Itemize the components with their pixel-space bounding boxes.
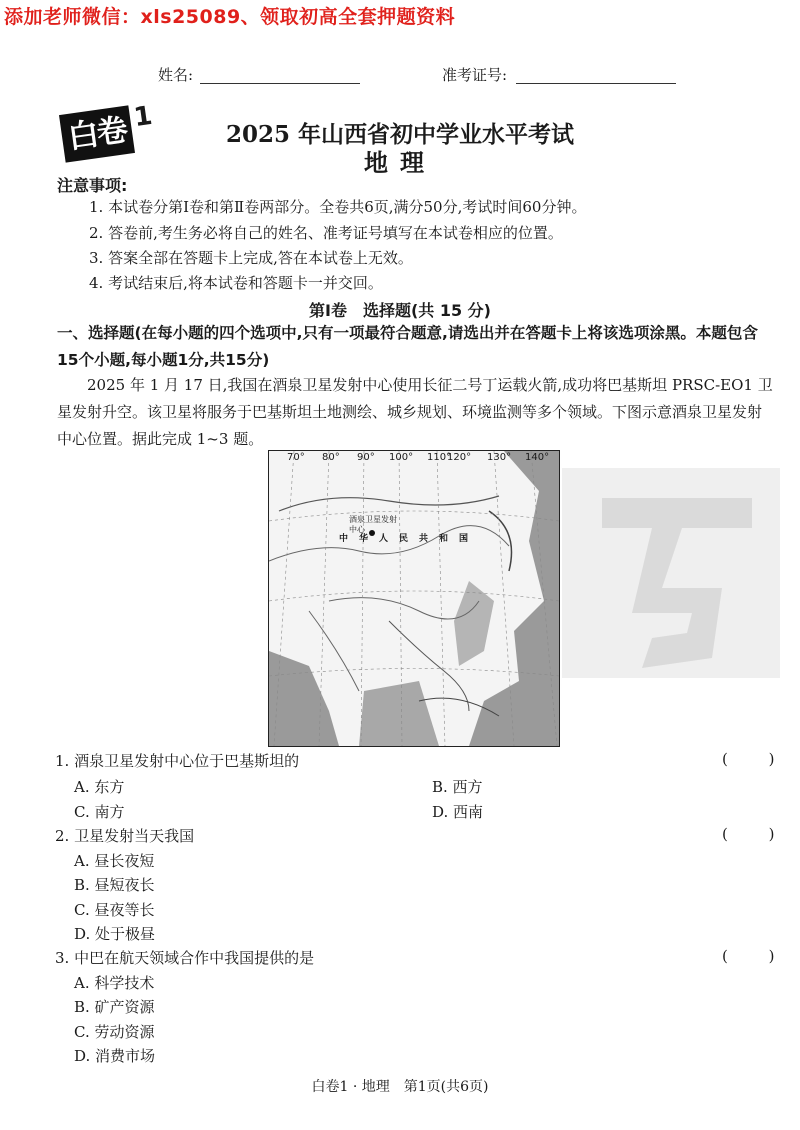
answer-option[interactable]: C. 劳动资源 (74, 1023, 155, 1041)
answer-option[interactable]: B. 西方 (432, 778, 483, 796)
longitude-label: 100° (389, 452, 414, 463)
subject-title: 地理 (364, 148, 436, 177)
answer-option[interactable]: B. 矿产资源 (74, 998, 155, 1016)
section-title: 第Ⅰ卷 选择题(共 15 分) (309, 301, 491, 320)
paper-stamp: 白卷 (59, 105, 135, 162)
longitude-label: 140° (525, 452, 550, 463)
map-svg (269, 451, 559, 746)
name-field-line[interactable] (200, 82, 360, 84)
paper-stamp-number: 1 (132, 100, 155, 134)
longitude-label: 90° (357, 452, 375, 463)
longitude-label: 120° (447, 452, 472, 463)
name-label: 姓名: (158, 66, 194, 84)
section-instruction: 一、选择题(在每小题的四个选项中,只有一项最符合题意,请选出并在答题卡上将该选项涂黑。本题包含15个小题,每小题1分,共15分) (57, 324, 758, 369)
promo-banner: 添加老师微信：xls25089、领取初高全套押题资料 (4, 6, 456, 28)
longitude-label: 110° (427, 452, 452, 463)
answer-option[interactable]: B. 昼短夜长 (74, 876, 155, 894)
longitude-label: 70° (287, 452, 305, 463)
answer-option[interactable]: A. 昼长夜短 (74, 852, 155, 870)
notice-item: 4. 考试结束后,将本试卷和答题卡一并交回。 (89, 274, 383, 292)
notice-item: 1. 本试卷分第Ⅰ卷和第Ⅱ卷两部分。全卷共6页,满分50分,考试时间60分钟。 (89, 198, 587, 216)
answer-option[interactable]: D. 处于极昼 (74, 925, 156, 943)
country-label: 中 华 人 民 共 和 国 (339, 534, 470, 544)
answer-option[interactable]: A. 科学技术 (74, 974, 155, 992)
exam-number-field-line[interactable] (516, 82, 676, 84)
question-stem: 3. 中巴在航天领域合作中我国提供的是 (55, 949, 315, 967)
answer-bracket[interactable]: ( ) (722, 750, 793, 768)
question-passage: 2025 年 1 月 17 日,我国在酒泉卫星发射中心使用长征二号丁运载火箭,成功将巴基斯坦 PRSC-EO1 卫星发射升空。该卫星将服务于巴基斯坦土地测绘、城乡规划、环境监测等多个领域。下图示意酒泉卫星发射中心位置。据此完成 1~3 题。 (57, 376, 773, 448)
longitude-label: 130° (487, 452, 512, 463)
answer-option[interactable]: C. 南方 (74, 803, 125, 821)
answer-option[interactable]: C. 昼夜等长 (74, 901, 155, 919)
longitude-label: 80° (322, 452, 340, 463)
question-stem: 1. 酒泉卫星发射中心位于巴基斯坦的 (55, 752, 300, 770)
launch-site-label: 酒泉卫星发射中心 (349, 515, 397, 534)
answer-option[interactable]: D. 消费市场 (74, 1047, 156, 1065)
answer-bracket[interactable]: ( ) (722, 947, 793, 965)
notice-item: 3. 答案全部在答题卡上完成,答在本试卷上无效。 (89, 249, 413, 267)
answer-bracket[interactable]: ( ) (722, 825, 793, 843)
page-footer: 白卷1 · 地理 第1页(共6页) (311, 1079, 489, 1095)
exam-number-label: 准考证号: (442, 66, 508, 84)
bleed-through-watermark (562, 468, 780, 678)
exam-title: 2025 年山西省初中学业水平考试 (225, 121, 575, 148)
china-map-figure (268, 450, 560, 747)
question-stem: 2. 卫星发射当天我国 (55, 827, 195, 845)
notice-item: 2. 答卷前,考生务必将自己的姓名、准考证号填写在本试卷相应的位置。 (89, 224, 563, 242)
answer-option[interactable]: A. 东方 (74, 778, 125, 796)
answer-option[interactable]: D. 西南 (432, 803, 484, 821)
notice-heading: 注意事项: (57, 176, 128, 195)
